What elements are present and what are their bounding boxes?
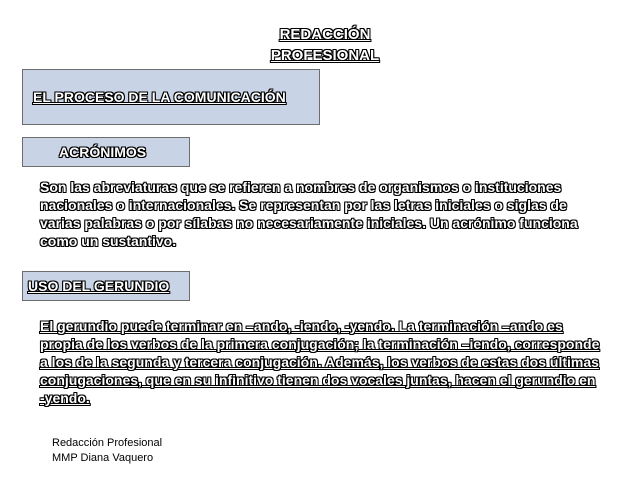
page-title bbox=[250, 24, 400, 66]
gerund-heading-box bbox=[22, 271, 190, 301]
footer-line-2: MMP Diana Vaquero bbox=[52, 452, 154, 464]
process-heading: EL PROCESO DE LA COMUNICACIÓN bbox=[33, 89, 286, 105]
title-line-1: REDACCIÓN bbox=[279, 26, 371, 43]
acronyms-heading: ACRÓNIMOS bbox=[59, 144, 147, 160]
footer bbox=[52, 436, 162, 466]
footer-line-1: Redacción Profesional bbox=[52, 437, 163, 449]
gerund-heading: USO DEL GERUNDIO bbox=[28, 278, 170, 294]
gerund-paragraph: El gerundio puede terminar en –ando, -iendo, -yendo. La terminación –ando es propia de los verbos de la primera conjugación; la terminación –iendo, corresponde a los de la segunda y tercera conjugación. Además, los verbos de estas dos últimas conjugaciones, que en su infinitivo tienen dos vocales juntas, hacen el gerundio en -yendo. bbox=[40, 318, 600, 406]
process-heading-box bbox=[22, 69, 320, 125]
acronyms-paragraph: Son las abreviaturas que se refieren a nombres de organismos o instituciones nacionales o internacionales. Se representan por las letras iniciales o siglas de varias palabras o por sílabas no necesariamente iniciales. Un acrónimo funciona como un sustantivo. bbox=[40, 179, 578, 249]
title-line-2: PROFESIONAL bbox=[270, 47, 380, 64]
acronyms-heading-box bbox=[22, 137, 190, 167]
